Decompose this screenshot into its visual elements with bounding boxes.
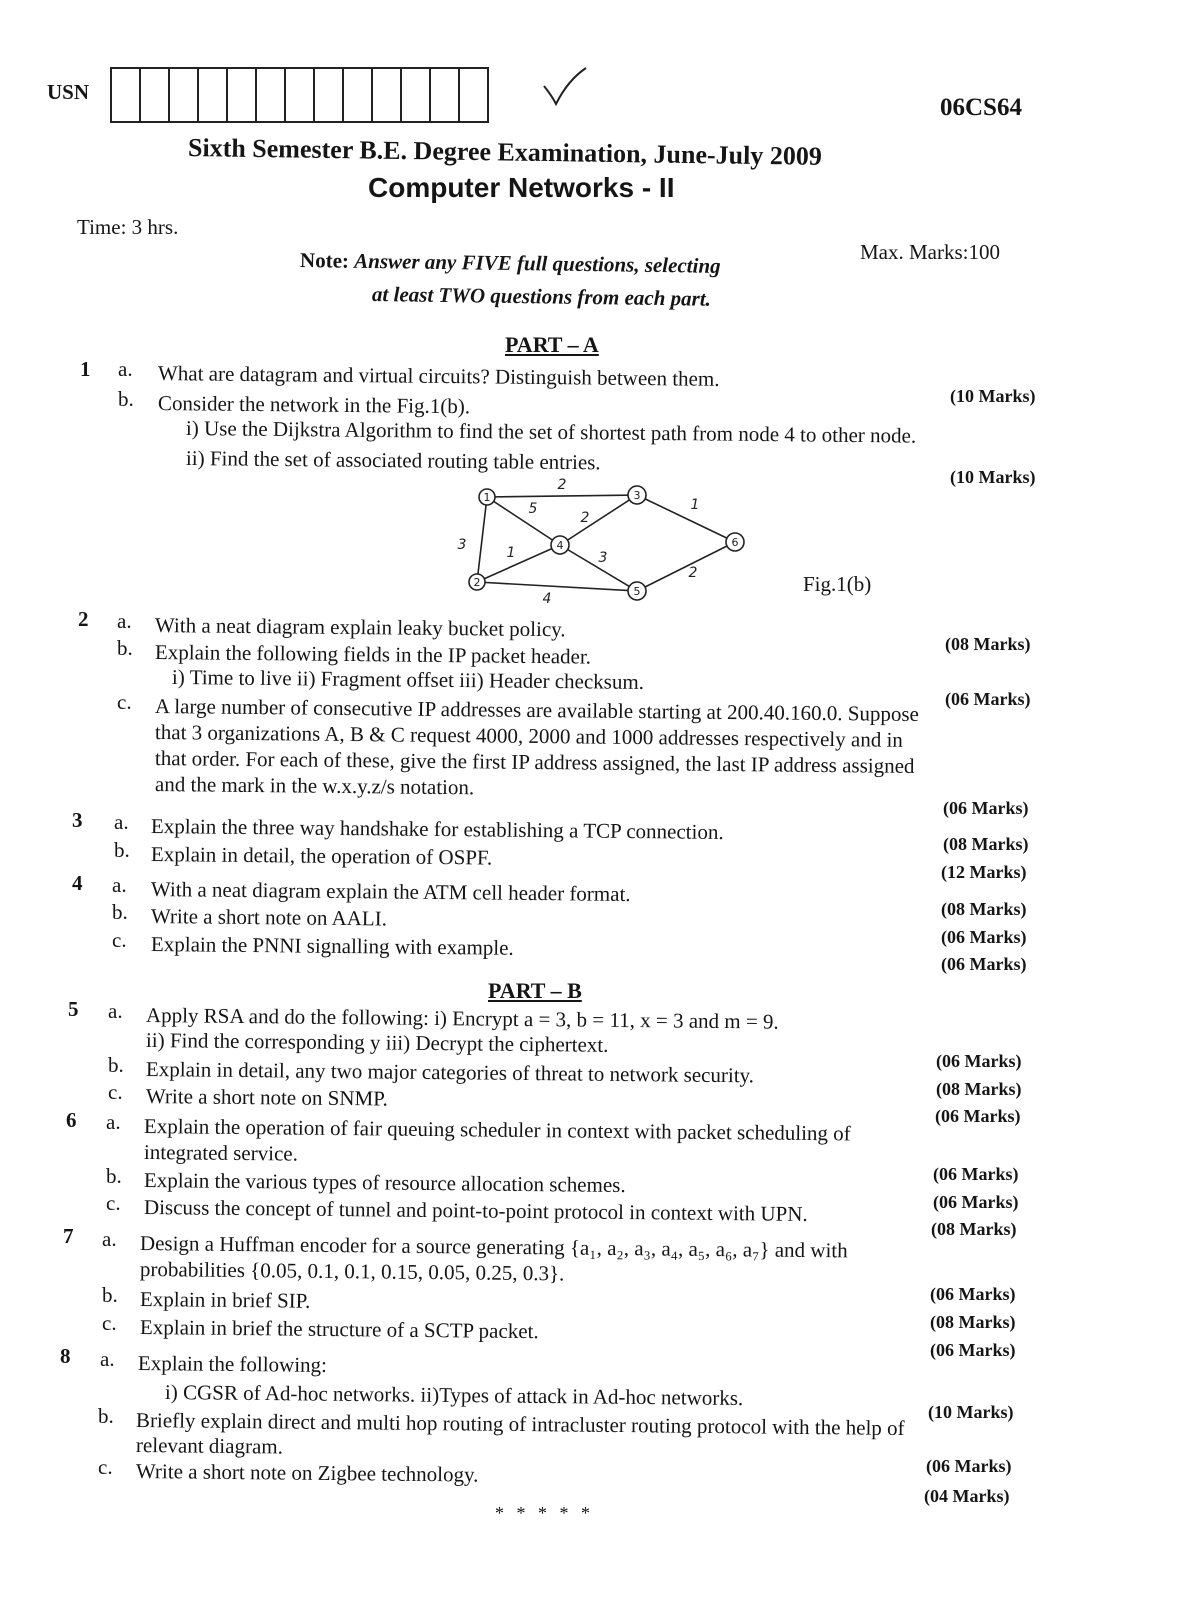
graph-edge [477,497,487,582]
marks: (06 Marks) [926,1456,1012,1476]
sub-letter: c. [102,1311,117,1335]
question-number: 3 [72,808,83,832]
question-number: 5 [68,997,79,1021]
marks: (06 Marks) [941,954,1027,974]
marks: (08 Marks) [945,634,1031,654]
question-text: i) CGSR of Ad-hoc networks. ii)Types of attack in Ad-hoc networks. [164,1380,744,1411]
course-code: 06CS64 [940,94,1022,121]
graph-edge [477,582,637,591]
question-number: 8 [60,1344,71,1368]
question-number: 7 [63,1224,74,1248]
marks: (06 Marks) [933,1192,1019,1212]
question-text: Explain the three way handshake for establishing a TCP connection. [150,814,724,844]
sub-letter: b. [98,1404,114,1428]
question-text: With a neat diagram explain the ATM cell header format. [150,877,631,907]
node-label: 1 [483,491,491,504]
end-stars: * * * * * [495,1503,594,1523]
sub-letter: a. [112,873,127,897]
question-text: Explain the following: [137,1351,328,1377]
question-text: Explain the various types of resource allocation schemes. [143,1168,626,1198]
graph-edge [637,495,735,542]
marks: (04 Marks) [924,1486,1010,1506]
marks: (08 Marks) [931,1219,1017,1239]
question-text: Explain in brief SIP. [139,1287,311,1313]
question-text: ii) Find the set of associated routing table entries. [185,446,601,475]
subject-title: Computer Networks - II [368,172,675,203]
question-text: Design a Huffman encoder for a source generating {a₁, a₂, a₃, a₄, a₅, a₆, a₇} and with [139,1231,848,1263]
marks: (06 Marks) [941,927,1027,947]
question-text: Explain the PNNI signalling with example. [150,932,514,960]
sub-letter: c. [117,690,132,714]
question-text: Explain in detail, any two major categories of threat to network security. [145,1057,755,1088]
node-label: 6 [731,536,739,549]
question-text: Explain the operation of fair queuing scheduler in context with packet scheduling of [143,1114,851,1146]
marks: (06 Marks) [936,1051,1022,1071]
note-line-1: Note: Answer any FIVE full questions, selecting [299,248,721,278]
question-text: A large number of consecutive IP addresses are available starting at 200.40.160.0. Suppose [154,694,920,726]
sub-letter: c. [106,1191,121,1215]
marks: (08 Marks) [930,1312,1016,1332]
marks: (06 Marks) [943,798,1029,818]
graph-edge [637,542,735,591]
node-label: 3 [633,489,641,502]
question-number: 2 [78,607,89,631]
question-number: 4 [72,871,83,895]
sub-letter: c. [98,1455,113,1479]
usn-label: USN [47,80,90,104]
marks: (08 Marks) [941,899,1027,919]
question-text: i) Time to live ii) Fragment offset iii) Header checksum. [171,665,645,694]
question-text: Write a short note on Zigbee technology. [135,1459,479,1487]
sub-letter: a. [118,357,133,381]
part-b-heading: PART – B [488,978,582,1003]
edge-weight: 2 [557,477,567,493]
exam-title: Sixth Semester B.E. Degree Examination, June-July 2009 [187,133,823,171]
sub-letter: b. [108,1053,124,1077]
sub-letter: b. [112,900,128,924]
marks: (10 Marks) [928,1402,1014,1422]
sub-letter: a. [100,1347,115,1371]
edge-weight: 4 [542,591,552,607]
question-text: and the mark in the w.x.y.z/s notation. [154,772,475,800]
question-text: Discuss the concept of tunnel and point-to-point protocol in context with UPN. [143,1195,808,1226]
network-graph-figure [445,475,765,610]
checkmark-icon [540,66,590,108]
edge-weight: 3 [457,537,467,553]
question-text: ii) Find the corresponding y iii) Decrypt the ciphertext. [145,1028,609,1057]
question-text: Briefly explain direct and multi hop routing of intracluster routing protocol with the help of [135,1408,905,1441]
question-text: Consider the network in the Fig.1(b). [157,391,471,419]
marks: (08 Marks) [936,1079,1022,1099]
marks: (06 Marks) [930,1340,1016,1360]
node-label: 2 [473,576,481,589]
graph-edge [560,495,637,545]
node-label: 4 [556,539,564,552]
sub-letter: b. [114,838,130,862]
marks: (06 Marks) [933,1164,1019,1184]
graph-edge [487,495,637,497]
sub-letter: b. [117,636,133,660]
sub-letter: c. [112,928,127,952]
question-text: Write a short note on AALI. [150,904,388,931]
question-number: 1 [80,357,91,381]
edge-weight: 2 [688,565,698,581]
max-marks: Max. Marks:100 [860,240,1000,264]
usn-entry-boxes [110,67,489,123]
edge-weight: 1 [690,497,700,513]
sub-letter: a. [106,1110,121,1134]
edge-weight: 2 [580,510,590,526]
marks: (06 Marks) [935,1106,1021,1126]
edge-weight: 1 [506,545,516,561]
question-text: What are datagram and virtual circuits? Distinguish between them. [157,361,720,391]
graph-edge [477,545,560,582]
question-text: i) Use the Dijkstra Algorithm to find the set of shortest path from node 4 to other node. [185,416,917,448]
marks: (06 Marks) [945,689,1031,709]
sub-letter: b. [102,1283,118,1307]
question-text: Apply RSA and do the following: i) Encrypt a = 3, b = 11, x = 3 and m = 9. [145,1003,779,1034]
node-label: 5 [633,585,641,598]
marks: (08 Marks) [943,834,1029,854]
graph-edge [487,497,560,545]
question-text: that 3 organizations A, B & C request 4000, 2000 and 1000 addresses respectively and in [154,720,903,752]
question-text: relevant diagram. [135,1433,284,1459]
question-number: 6 [66,1108,77,1132]
question-text: Explain the following fields in the IP packet header. [154,640,592,669]
figure-caption: Fig.1(b) [803,572,872,596]
sub-letter: b. [118,387,134,411]
sub-letter: c. [108,1080,123,1104]
sub-letter: a. [114,810,129,834]
time-allowed: Time: 3 hrs. [77,215,179,239]
question-text: Write a short note on SNMP. [145,1084,388,1111]
part-a-heading: PART – A [505,332,599,357]
marks: (06 Marks) [930,1284,1016,1304]
marks: (10 Marks) [950,467,1036,487]
question-text: Explain in detail, the operation of OSPF. [150,842,493,870]
marks: (10 Marks) [950,386,1036,406]
note-line-2: at least TWO questions from each part. [371,282,712,311]
question-text: that order. For each of these, give the first IP address assigned, the last IP address assigned [154,746,915,778]
edge-weight: 3 [598,550,608,566]
question-text: With a neat diagram explain leaky bucket policy. [154,613,566,642]
question-text: Explain in brief the structure of a SCTP packet. [139,1315,539,1344]
sub-letter: a. [102,1227,117,1251]
sub-letter: a. [117,609,132,633]
sub-letter: a. [108,999,123,1023]
edge-weight: 5 [528,501,538,517]
question-text: probabilities {0.05, 0.1, 0.1, 0.15, 0.05, 0.25, 0.3}. [139,1257,565,1286]
question-text: integrated service. [143,1140,299,1166]
sub-letter: b. [106,1164,122,1188]
marks: (12 Marks) [941,862,1027,882]
